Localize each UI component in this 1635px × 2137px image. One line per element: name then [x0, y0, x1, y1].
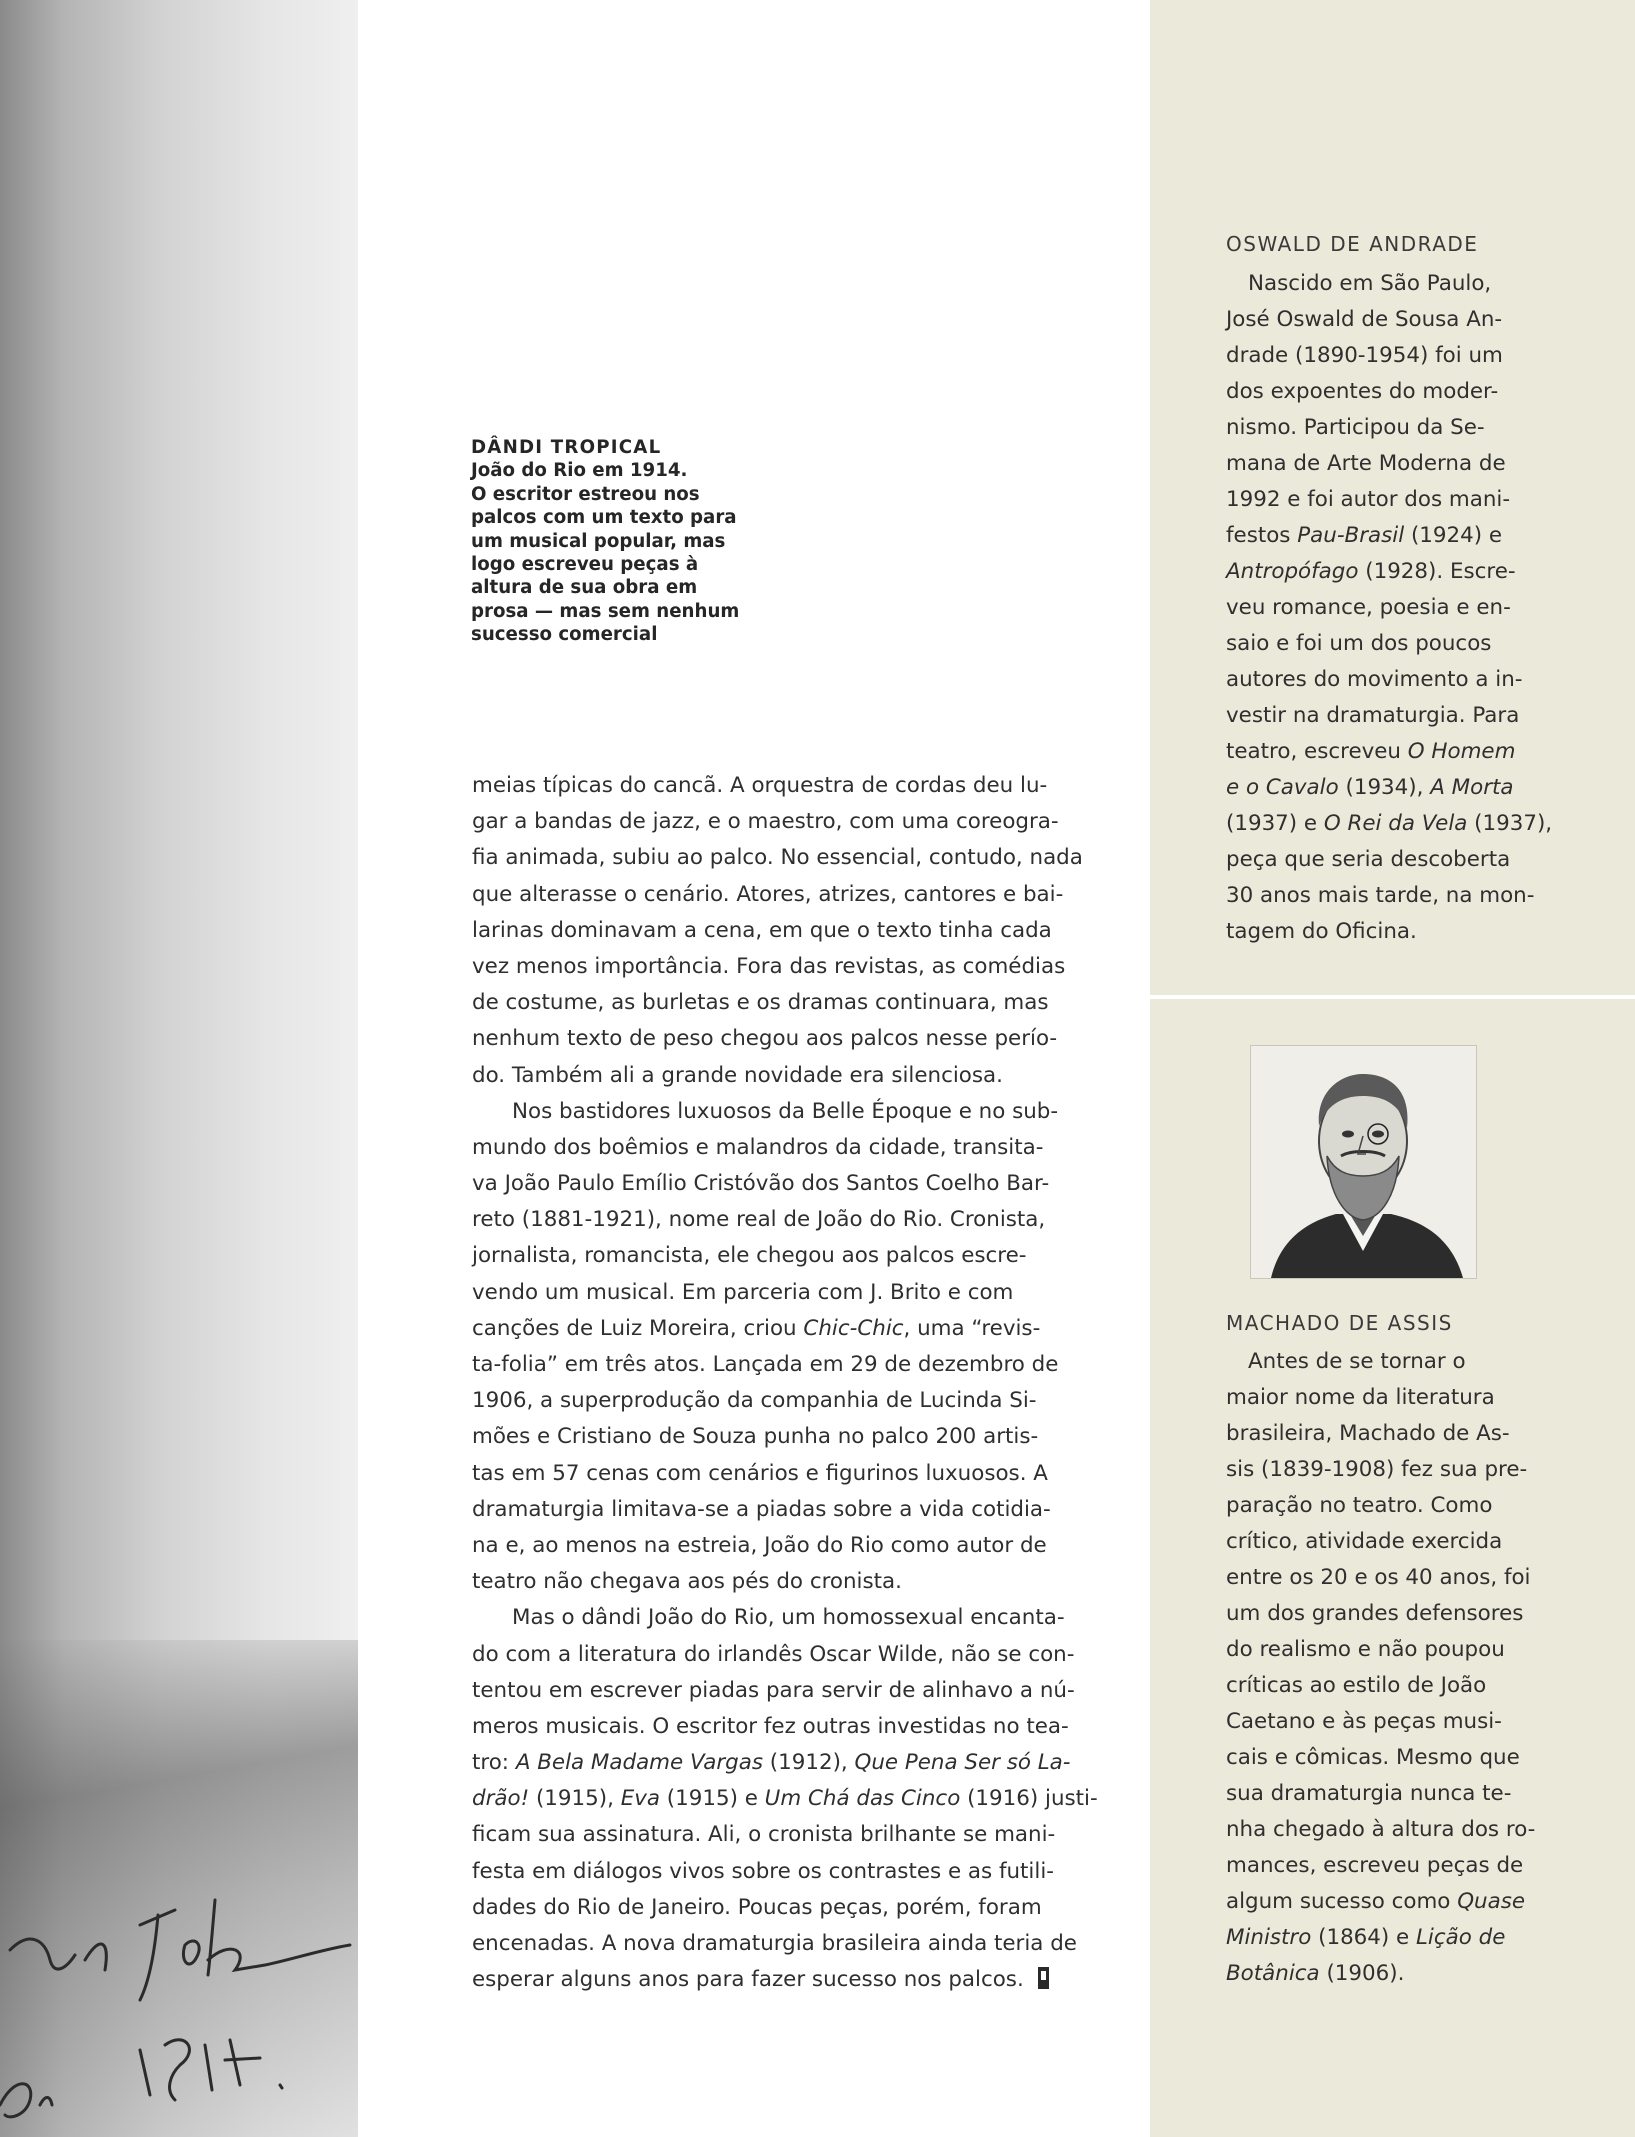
- article-title: Um Chá das Cinco: [764, 1786, 961, 1812]
- caption-line: logo escreveu peças à: [471, 554, 699, 576]
- end-mark-icon: [1038, 1967, 1049, 1989]
- article-line: larinas dominavam a cena, em que o texto tinha cada: [472, 917, 1052, 943]
- caption-line: altura de sua obra em: [471, 577, 698, 599]
- sidebar-line: drade (1890-1954) foi um: [1226, 343, 1503, 368]
- caption-heading: DÂNDI TROPICAL: [471, 437, 662, 458]
- sidebar-line: 1992 e foi autor dos mani-: [1226, 487, 1511, 512]
- article-body: [472, 768, 1098, 1998]
- article-text: (1915) e: [659, 1786, 765, 1812]
- sidebar-title-work: O Rei da Vela: [1323, 811, 1468, 836]
- sidebar-line: [1226, 734, 1526, 770]
- sidebar-line: sis (1839-1908) fez sua pre-: [1226, 1457, 1528, 1482]
- sidebar-line: críticas ao estilo de João: [1226, 1673, 1487, 1698]
- sidebar-line: um dos grandes defensores: [1226, 1601, 1524, 1626]
- article-line: 1906, a superprodução da companhia de Lucinda Si-: [472, 1388, 1037, 1414]
- sidebar-line: entre os 20 e os 40 anos, foi: [1226, 1565, 1531, 1590]
- sidebar-text: (1928). Escre-: [1358, 559, 1516, 584]
- article-line: do. Também ali a grande novidade era silenciosa.: [472, 1062, 1003, 1088]
- article-line: meros musicais. O escritor fez outras investidas no tea-: [472, 1713, 1069, 1739]
- sidebar-line: nha chegado à altura dos ro-: [1226, 1817, 1536, 1842]
- article-line: [472, 1745, 1071, 1781]
- sidebar-line: sua dramaturgia nunca te-: [1226, 1781, 1512, 1806]
- sidebar-line: 30 anos mais tarde, na mon-: [1226, 883, 1535, 908]
- article-title: A Bela Madame Vargas: [515, 1750, 763, 1776]
- sidebar-line: [1226, 518, 1526, 554]
- sidebar-line: dos expoentes do moder-: [1226, 379, 1499, 404]
- handwritten-inscription: [0, 1890, 358, 2130]
- article-line: ficam sua assinatura. Ali, o cronista brilhante se mani-: [472, 1822, 1056, 1848]
- article-line: nenhum texto de peso chegou aos palcos nesse perío-: [472, 1026, 1058, 1052]
- sidebar-title-work: Lição de: [1416, 1925, 1506, 1950]
- article-title: drão!: [472, 1786, 530, 1812]
- caption-line: João do Rio em 1914.: [471, 460, 688, 482]
- sidebar-title-work: A Morta: [1430, 775, 1514, 800]
- article-title: Que Pena Ser só La-: [854, 1750, 1071, 1776]
- photo-joao-do-rio: [0, 0, 358, 2137]
- sidebar-text: (1937),: [1467, 811, 1553, 836]
- sidebar-line: brasileira, Machado de As-: [1226, 1421, 1510, 1446]
- sidebar-text: (1937) e: [1226, 811, 1324, 836]
- article-line: dades do Rio de Janeiro. Poucas peças, porém, foram: [472, 1894, 1042, 1920]
- sidebar-title-work: O Homem: [1407, 739, 1516, 764]
- article-line: reto (1881-1921), nome real de João do Rio. Cronista,: [472, 1207, 1046, 1233]
- sidebar-line: [1226, 554, 1526, 590]
- article-line: do com a literatura do irlandês Oscar Wilde, não se con-: [472, 1641, 1075, 1667]
- sidebar-line: cais e cômicas. Mesmo que: [1226, 1745, 1520, 1770]
- sidebar-line: veu romance, poesia e en-: [1226, 595, 1511, 620]
- article-line: vez menos importância. Fora das revistas, as comédias: [472, 953, 1066, 979]
- sidebar-text: festos: [1226, 523, 1298, 548]
- article-line: Mas o dândi João do Rio, um homossexual encanta-: [512, 1605, 1065, 1631]
- photo-caption: [471, 436, 771, 647]
- article-line: vendo um musical. Em parceria com J. Brito e com: [472, 1279, 1014, 1305]
- article-line: mundo dos boêmios e malandros da cidade, transita-: [472, 1134, 1044, 1160]
- article-title-chic-chic: Chic-Chic: [803, 1315, 904, 1341]
- article-line: va João Paulo Emílio Cristóvão dos Santos Coelho Bar-: [472, 1171, 1050, 1197]
- caption-line: um musical popular, mas: [471, 530, 726, 552]
- sidebar-line: Nascido em São Paulo,: [1248, 271, 1492, 296]
- sidebar-line: [1226, 770, 1526, 806]
- sidebar-line: paração no teatro. Como: [1226, 1493, 1493, 1518]
- sidebar-line: [1226, 1884, 1526, 1920]
- article-line: de costume, as burletas e os dramas continuara, mas: [472, 990, 1049, 1016]
- sidebar-title-work: Botânica: [1226, 1961, 1320, 1986]
- article-text: tro:: [472, 1750, 516, 1776]
- sidebar-text: algum sucesso como: [1226, 1889, 1458, 1914]
- article-line: festa em diálogos vivos sobre os contrastes e as futili-: [472, 1858, 1054, 1884]
- caption-line: palcos com um texto para: [471, 507, 737, 529]
- article-line: Nos bastidores luxuosos da Belle Époque e no sub-: [512, 1098, 1059, 1124]
- sidebar-line: vestir na dramaturgia. Para: [1226, 703, 1520, 728]
- sidebar-title-oswald: OSWALD DE ANDRADE: [1226, 232, 1479, 256]
- article-text: (1915),: [529, 1786, 621, 1812]
- article-line: tas em 57 cenas com cenários e figurinos luxuosos. A: [472, 1460, 1048, 1486]
- article-text: (1916) justi-: [960, 1786, 1098, 1812]
- article-line: que alterasse o cenário. Atores, atrizes, cantores e bai-: [472, 881, 1064, 907]
- sidebar-text-machado: [1226, 1344, 1536, 1992]
- sidebar-divider: [1150, 995, 1635, 999]
- sidebar-text: (1924) e: [1404, 523, 1503, 548]
- caption-line: sucesso comercial: [471, 624, 658, 646]
- sidebar-line: Caetano e às peças musi-: [1226, 1709, 1502, 1734]
- article-line: ta-folia” em três atos. Lançada em 29 de dezembro de: [472, 1352, 1059, 1377]
- sidebar-line: nismo. Participou da Se-: [1226, 415, 1485, 440]
- sidebar-line: mana de Arte Moderna de: [1226, 451, 1506, 476]
- sidebar-title-work: Quase: [1457, 1889, 1526, 1914]
- article-line: dramaturgia limitava-se a piadas sobre a vida cotidia-: [472, 1496, 1051, 1522]
- sidebar-line: [1226, 806, 1553, 842]
- article-text: esperar alguns anos para fazer sucesso nos palcos.: [472, 1967, 1024, 1993]
- sidebar-title-work: Antropófago: [1226, 559, 1359, 584]
- article-line: tentou em escrever piadas para servir de alinhavo a nú-: [472, 1677, 1075, 1703]
- sidebar-line: crítico, atividade exercida: [1226, 1529, 1503, 1554]
- sidebar-line: autores do movimento a in-: [1226, 667, 1523, 692]
- portrait-engraving: [1251, 1046, 1476, 1278]
- caption-line: O escritor estreou nos: [471, 483, 700, 505]
- article-line: [472, 1781, 1098, 1817]
- sidebar-line: [1226, 1956, 1526, 1992]
- sidebar-title-work: Pau-Brasil: [1297, 523, 1405, 548]
- article-title: Eva: [620, 1786, 660, 1812]
- sidebar-text: teatro, escreveu: [1226, 739, 1408, 764]
- sidebar-line: do realismo e não poupou: [1226, 1637, 1505, 1662]
- article-line: gar a bandas de jazz, e o maestro, com uma coreogra-: [472, 809, 1059, 835]
- article-line: [472, 1962, 1062, 1998]
- sidebar-text: (1906).: [1319, 1961, 1405, 1986]
- sidebar-line: tagem do Oficina.: [1226, 919, 1417, 944]
- caption-line: prosa — mas sem nenhum: [471, 600, 740, 622]
- article-line: encenadas. A nova dramaturgia brasileira ainda teria de: [472, 1931, 1077, 1956]
- article-line: mões e Cristiano de Souza punha no palco 200 artis-: [472, 1424, 1039, 1450]
- article-text: , uma “revis-: [903, 1315, 1041, 1341]
- sidebar-title-work: e o Cavalo: [1226, 775, 1339, 800]
- sidebar-line: mances, escreveu peças de: [1226, 1853, 1524, 1878]
- article-line: na e, ao menos na estreia, João do Rio como autor de: [472, 1532, 1047, 1558]
- article-text: canções de Luiz Moreira, criou: [472, 1315, 804, 1341]
- sidebar-title-machado: MACHADO DE ASSIS: [1226, 1311, 1453, 1335]
- sidebar-line: [1226, 1920, 1526, 1956]
- article-line: meias típicas do cancã. A orquestra de cordas deu lu-: [472, 773, 1048, 798]
- sidebar-text-oswald: [1226, 266, 1553, 950]
- sidebar-text: (1934),: [1338, 775, 1431, 800]
- article-text: (1912),: [762, 1750, 855, 1776]
- article-line: [472, 1311, 1062, 1347]
- sidebar-line: José Oswald de Sousa An-: [1226, 307, 1503, 332]
- article-line: jornalista, romancista, ele chegou aos palcos escre-: [472, 1243, 1027, 1269]
- machado-portrait: [1250, 1045, 1477, 1279]
- sidebar-line: saio e foi um dos poucos: [1226, 631, 1492, 656]
- article-line: fia animada, subiu ao palco. No essencial, contudo, nada: [472, 845, 1083, 871]
- sidebar-text: (1864) e: [1311, 1925, 1416, 1950]
- sidebar-line: Antes de se tornar o: [1248, 1349, 1466, 1374]
- sidebar-line: maior nome da literatura: [1226, 1385, 1495, 1410]
- sidebar-line: peça que seria descoberta: [1226, 847, 1511, 872]
- sidebar-title-work: Ministro: [1226, 1925, 1312, 1950]
- article-line: teatro não chegava aos pés do cronista.: [472, 1569, 902, 1595]
